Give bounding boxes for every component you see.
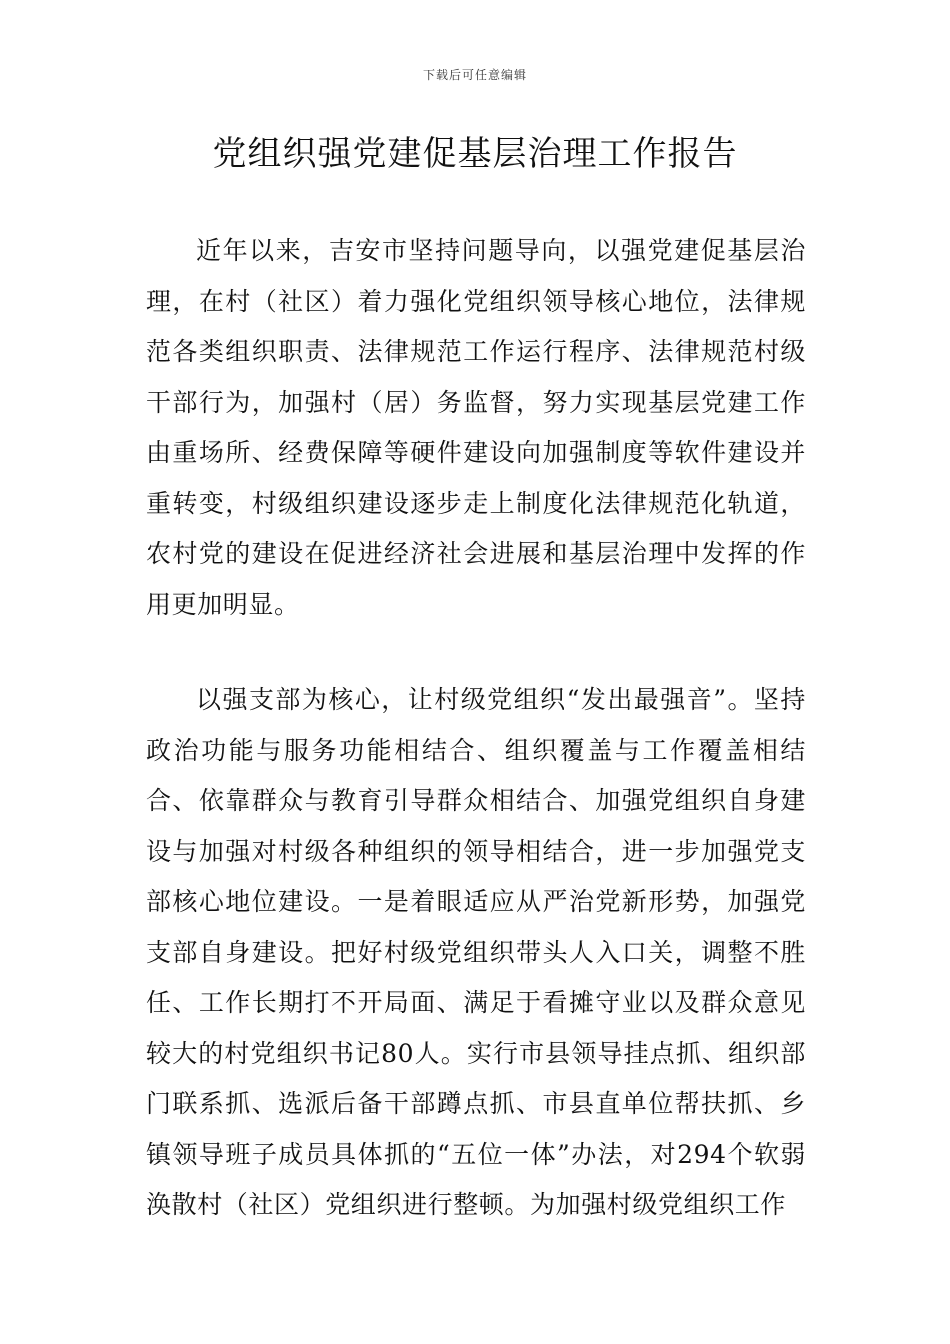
header-note: 下载后可任意编辑 (422, 68, 527, 82)
body-paragraph: 以强支部为核心，让村级党组织“发出最强音”。坚持政治功能与服务功能相结合、组织覆盖与工作覆盖相结合、依靠群众与教育引导群众相结合、加强党组织自身建设与加强对村级各种组织的领导相结合，进一步加强党支部核心地位建设。一是着眼适应从严治党新形势，加强党支部自身建设。把好村级党组织带头人入口关，调整不胜任、工作长期打不开局面、满足于看摊守业以及群众意见较大的村党组织书记80人。实行市县领导挂点抓、组织部门联系抓、选派后备干部蹲点抓、市县直单位帮扶抓、乡镇领导班子成员具体抓的“五位一体”办法，对294个软弱涣散村（社区）党组织进行整顿。为加强村级党组织工作 (146, 685, 806, 1219)
body-paragraph: 近年以来，吉安市坚持问题导向，以强党建促基层治理，在村（社区）着力强化党组织领导核心地位，法律规范各类组织职责、法律规范工作运行程序、法律规范村级干部行为，加强村（居）务监督，努力实现基层党建工作由重场所、经费保障等硬件建设向加强制度等软件建设并重转变，村级组织建设逐步走上制度化法律规范化轨道，农村党的建设在促进经济社会进展和基层治理中发挥的作用更加明显。 (146, 236, 806, 619)
document-title: 党组织强党建促基层治理工作报告 (212, 134, 738, 174)
